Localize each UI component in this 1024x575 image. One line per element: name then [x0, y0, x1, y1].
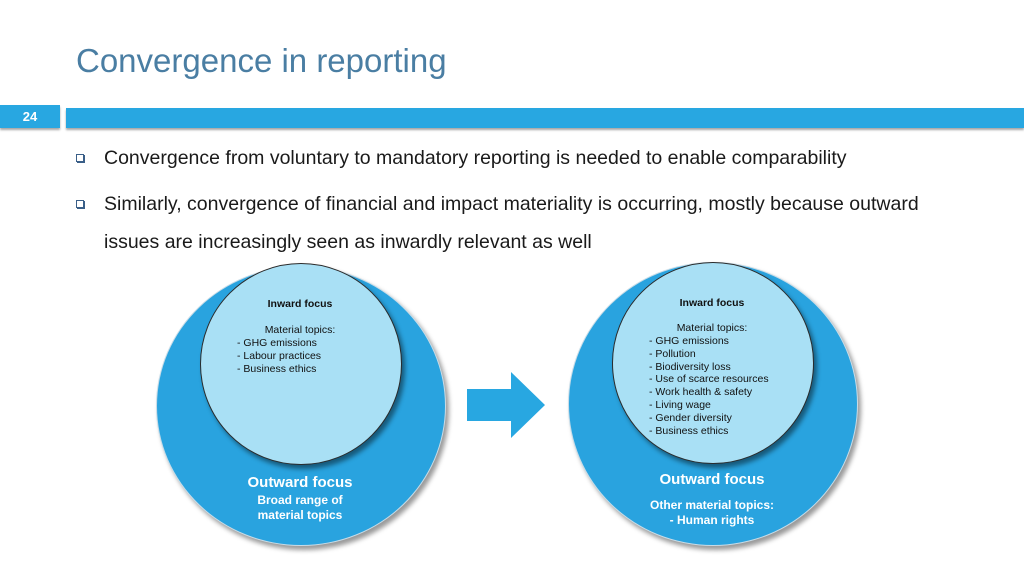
- inward-focus-title-left: Inward focus: [267, 298, 333, 310]
- material-topics-label-right: Material topics:: [676, 322, 748, 334]
- list-item: - Labour practices: [237, 349, 322, 362]
- outward-focus-title-right: Outward focus: [659, 471, 765, 488]
- outward-focus-title-left: Outward focus: [247, 474, 353, 491]
- list-item: - Business ethics: [649, 424, 729, 437]
- bullet-item: [76, 185, 976, 261]
- list-item: - Use of scarce resources: [649, 373, 769, 386]
- bullet-item: [76, 139, 976, 177]
- list-item: - GHG emissions: [237, 337, 317, 349]
- bullet-square-icon: [76, 154, 84, 162]
- outward-focus-sub-line2-left: material topics: [257, 508, 343, 522]
- slide-title: Convergence in reporting: [76, 42, 447, 79]
- bullet-text: Convergence from voluntary to mandatory reporting is needed to enable comparability: [104, 147, 847, 169]
- material-topics-list-right: [649, 335, 769, 437]
- list-item: - Living wage: [649, 398, 711, 411]
- list-item: - Biodiversity loss: [649, 360, 731, 373]
- outward-focus-sub-line1-right: Other material topics:: [649, 498, 775, 512]
- list-item: - GHG emissions: [649, 335, 729, 347]
- list-item: - Gender diversity: [649, 411, 732, 424]
- list-item: - Work health & safety: [649, 386, 753, 399]
- material-topics-list-left: [237, 337, 321, 375]
- header-band: [66, 108, 1024, 128]
- outward-focus-sub-line1-left: Broad range of: [257, 493, 343, 507]
- material-topics-label-left: Material topics:: [264, 324, 336, 336]
- slide-number: 24: [22, 109, 38, 124]
- inward-focus-title-right: Inward focus: [679, 297, 745, 309]
- bullet-text: Similarly, convergence of financial and impact materiality is occurring, mostly because outward issues are increasingly seen as inwardly relevant as well: [104, 193, 919, 253]
- list-item: - Business ethics: [237, 362, 317, 375]
- right-arrow-icon: [467, 372, 547, 438]
- bullet-square-icon: [76, 200, 84, 208]
- list-item: - Pollution: [649, 347, 696, 360]
- outward-focus-sub-line2-right: - Human rights: [669, 513, 755, 527]
